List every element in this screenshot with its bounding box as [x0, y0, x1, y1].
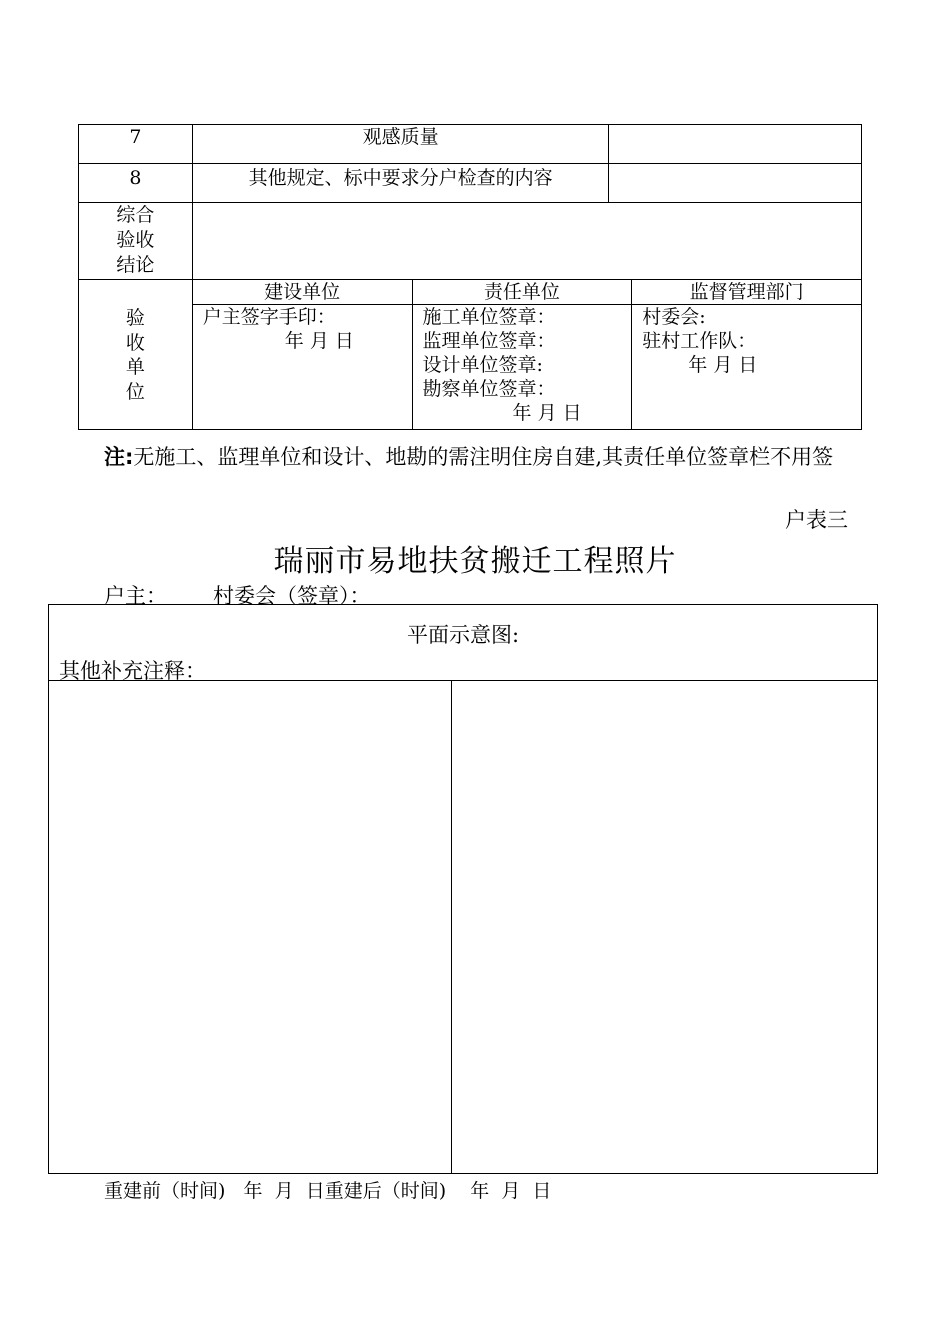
table-row — [79, 125, 862, 164]
owner-label: 户主： — [104, 584, 167, 608]
acceptance-row-label: 验 收 单 位 — [79, 280, 193, 430]
conclusion-label: 综合 验收 结论 — [79, 203, 193, 280]
note — [104, 440, 854, 474]
checklist-table — [78, 124, 862, 280]
item-label: 其他规定、标中要求分户检查的内容 — [192, 164, 608, 203]
item-label: 观感质量 — [192, 125, 608, 164]
village-seal-label: 村委会（签章）： — [213, 584, 371, 608]
form-number: 户表三 — [785, 508, 848, 532]
photo-caption: 重建前（时间) 年 月 日重建后（时间) 年 月 日 — [104, 1180, 552, 1202]
item-number: 8 — [79, 164, 193, 203]
supervision-sign-cell[interactable]: 村委会: 驻村工作队： 年 月 日 — [632, 305, 862, 430]
photo-box — [48, 604, 878, 1174]
page-title: 瑞丽市易地扶贫搬迁工程照片 — [273, 544, 677, 579]
conclusion-row — [79, 203, 862, 280]
header-supervision-dept: 监督管理部门 — [632, 280, 862, 305]
header-construction-unit: 建设单位 — [192, 280, 412, 305]
responsible-sign-cell[interactable]: 施工单位签章： 监理单位签章： 设计单位签章: 勘察单位签章： 年 月 日 — [412, 305, 632, 430]
date-line: 年 月 日 — [284, 330, 354, 352]
note-text: 无施工、监理单位和设计、地勘的需注明住房自建,其责任单位签章栏不用签 — [133, 445, 834, 469]
date-line: 年 月 日 — [688, 354, 758, 376]
table-row — [79, 305, 862, 430]
acceptance-table — [78, 279, 862, 430]
photo-after-area[interactable] — [452, 681, 877, 1173]
plan-label: 平面示意图: — [406, 623, 520, 647]
extra-notes-label: 其他补充注释： — [59, 659, 206, 683]
table-row — [79, 280, 862, 305]
header-responsible-unit: 责任单位 — [412, 280, 632, 305]
note-prefix: 注: — [104, 445, 134, 469]
photo-before-area[interactable] — [49, 681, 451, 1173]
item-value[interactable] — [609, 164, 862, 203]
conclusion-value[interactable] — [192, 203, 861, 280]
construction-sign-cell[interactable]: 户主签字手印： 年 月 日 — [192, 305, 412, 430]
date-line: 年 月 日 — [512, 402, 582, 424]
item-value[interactable] — [609, 125, 862, 164]
table-row — [79, 164, 862, 203]
item-number: 7 — [79, 125, 193, 164]
